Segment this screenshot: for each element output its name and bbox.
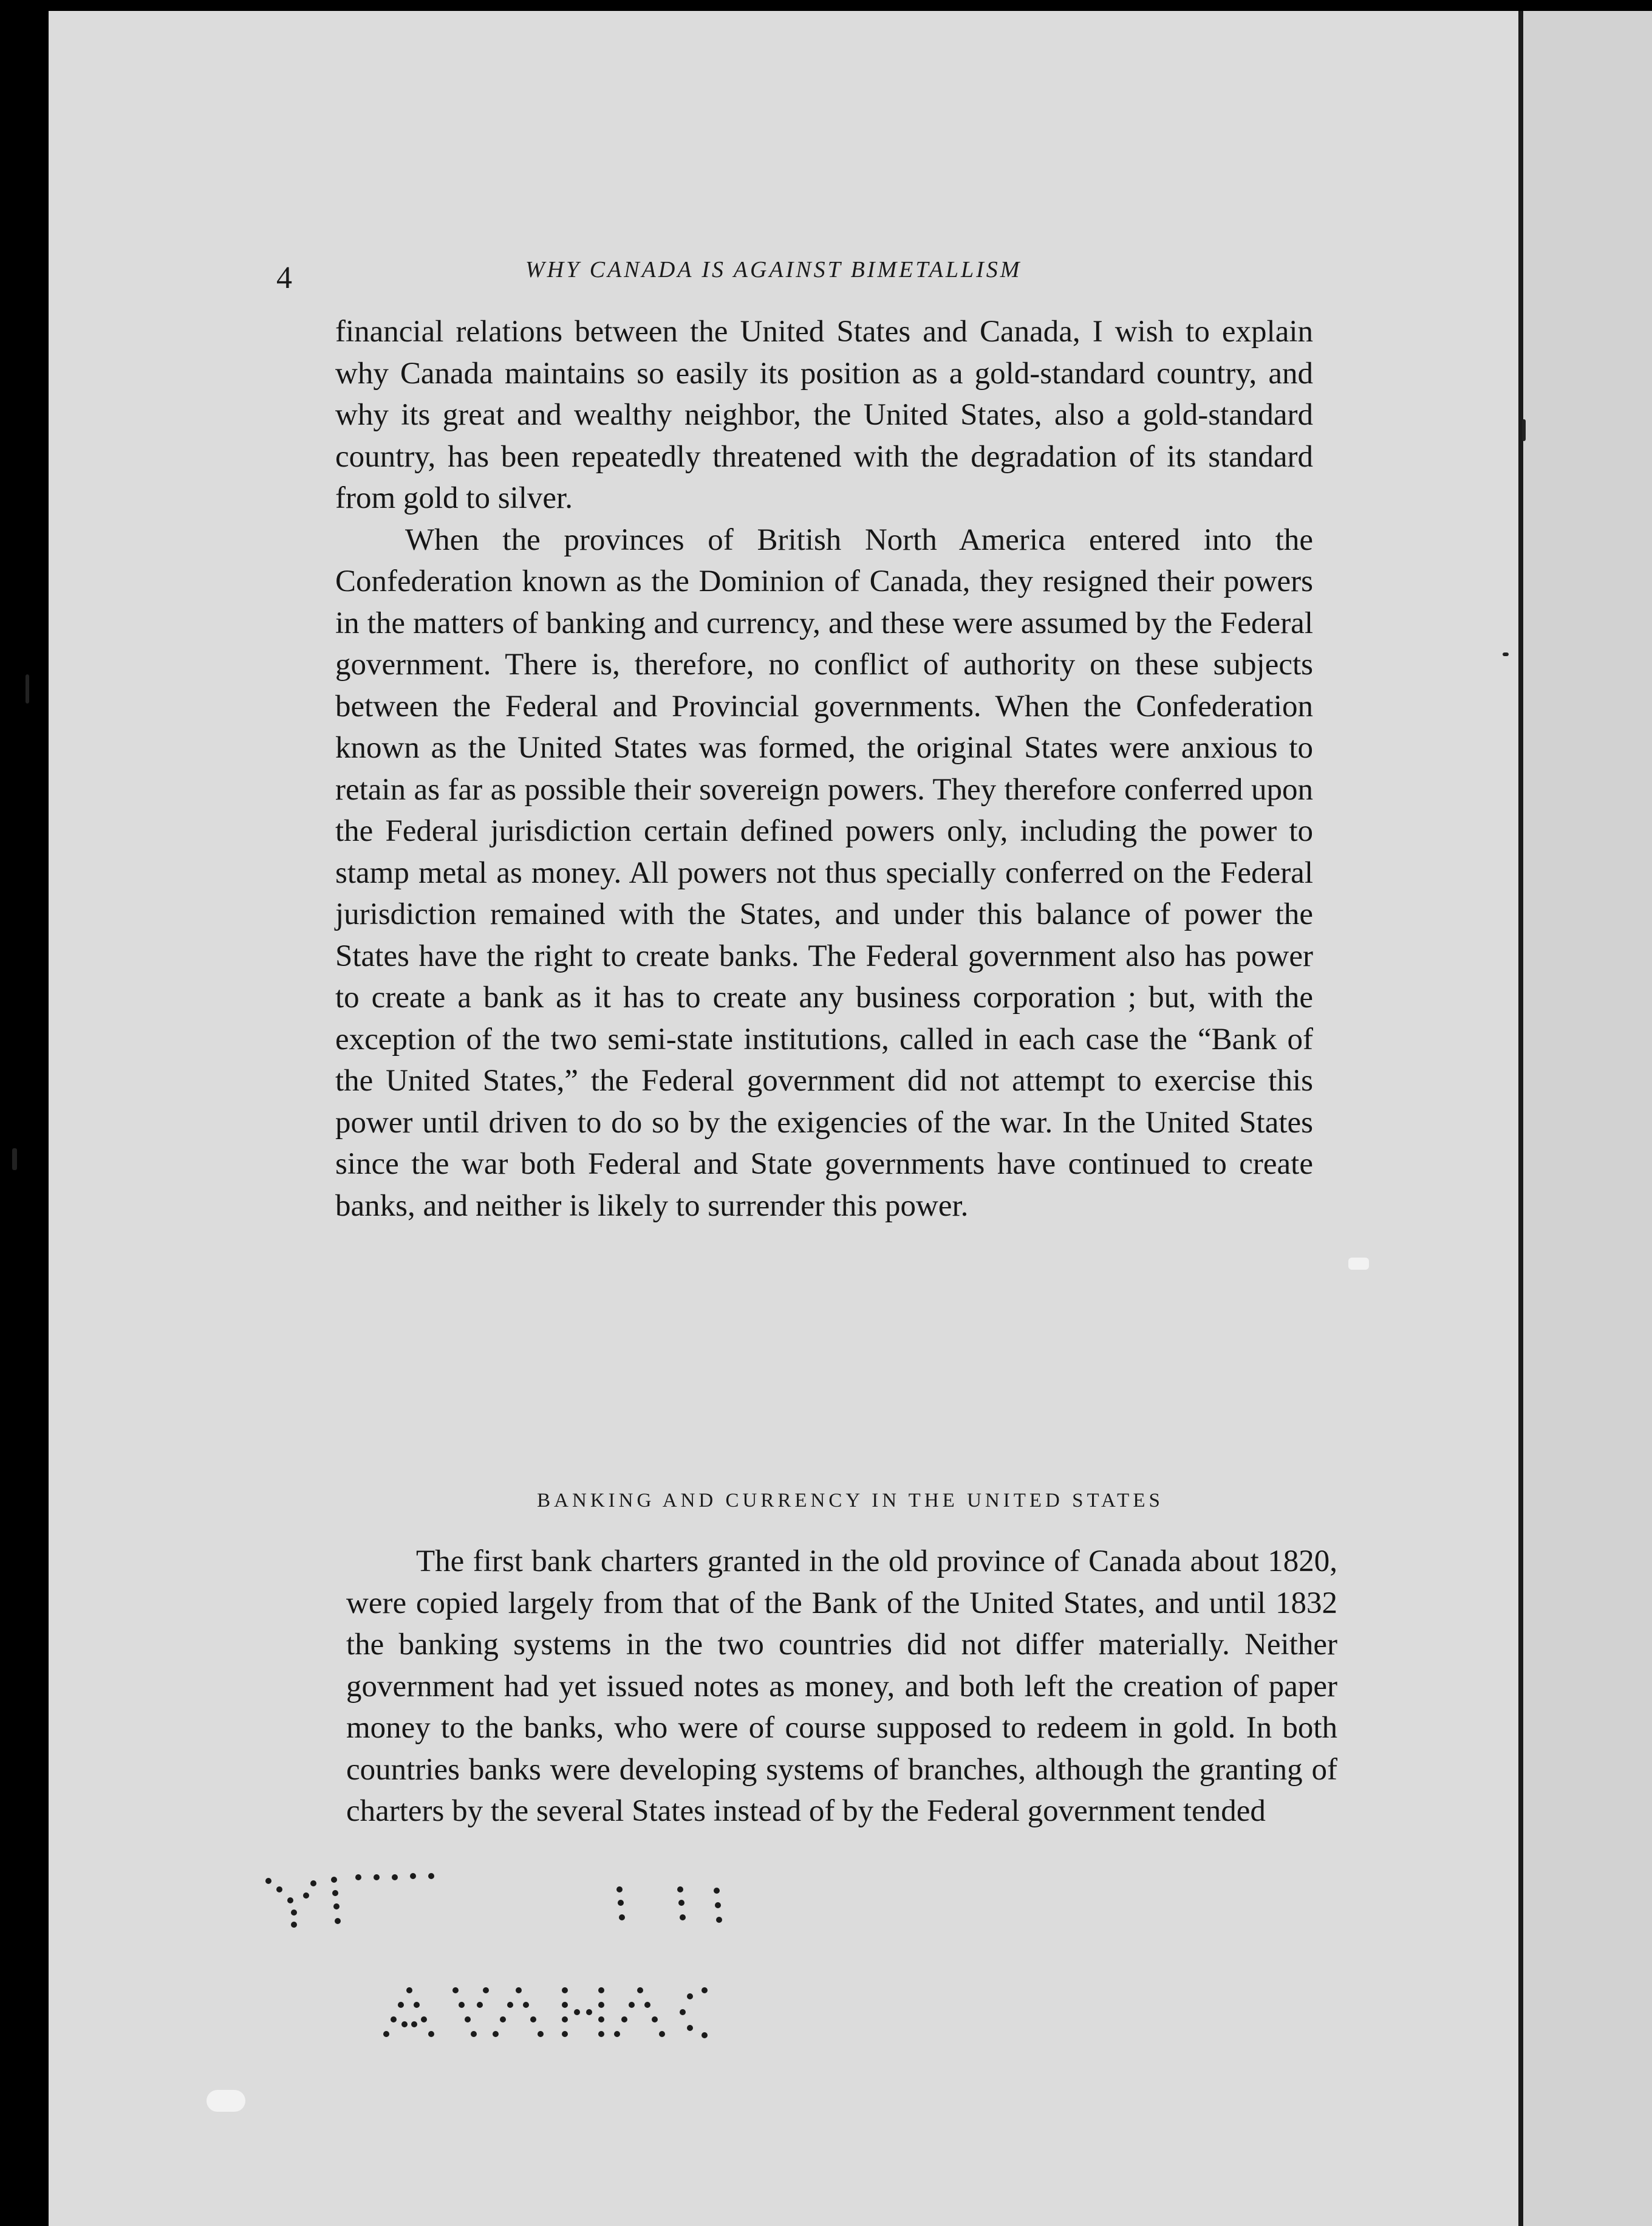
- running-head: WHY CANADA IS AGAINST BIMETALLISM: [525, 257, 1022, 283]
- section-heading: BANKING AND CURRENCY IN THE UNITED STATES: [537, 1490, 1164, 1512]
- paragraph-first-bank-charters: The first bank charters granted in the old province of Canada about 1820, were copied largely from that of the Bank of the United States, and until 1832 the banking systems in the two countries did not differ materially. Neither government had yet issued notes as money, and both left the creation of paper money to the banks, who were of course supposed to redeem in gold. In both countries banks were developing systems of branches, although the granting of charters by the several States instead of by the Federal government tended: [346, 1544, 1337, 1828]
- text-block-top: [335, 311, 1313, 1227]
- scan-speck: [1522, 419, 1526, 441]
- scan-speck: [1348, 1258, 1369, 1270]
- scan-speck: [206, 2090, 245, 2112]
- scan-speck: [1503, 652, 1509, 656]
- page-header: [276, 254, 1345, 303]
- paragraph-continued: financial relations between the United States and Canada, I wish to explain why Canada maintains so easily its position as a gold-standard country, and why its great and wealthy neighbor, the United States, also a gold-standard country, has been repeatedly threatened with the degradation of its standard from gold to silver.: [335, 315, 1313, 515]
- perforated-stamp-mark: [255, 1865, 935, 2072]
- page-gutter: [1518, 11, 1523, 2226]
- scan-speck: [12, 1148, 17, 1170]
- adjacent-page-edge: [1523, 11, 1652, 2226]
- paragraph-confederation: When the provinces of British North America entered into the Confederation known as the Dominion of Canada, they resigned their powers in the matters of banking and currency, and these were assumed by the Federal government. There is, therefore, no conflict of authority on these subjects between the Federal and Provincial governments. When the Confederation known as the United States was formed, the original States were anxious to retain as far as possible their sovereign powers. They therefore conferred upon the Federal jurisdiction certain defined powers only, including the power to stamp metal as money. All powers not thus specially conferred on the Federal jurisdiction remained with the States, and under this balance of power the States have the right to create banks. The Federal government also has power to create a bank as it has to create any business corporation ; but, with the exception of the two semi-state institutions, called in each case the “Bank of the United States,” the Federal government did not attempt to exercise this power until driven to do so by the exigencies of the war. In the United States since the war both Federal and State governments have continued to create banks, and neither is likely to surrender this power.: [335, 522, 1313, 1223]
- text-block-bottom: [346, 1541, 1337, 1832]
- page-number: 4: [276, 261, 292, 295]
- scan-speck: [26, 674, 29, 704]
